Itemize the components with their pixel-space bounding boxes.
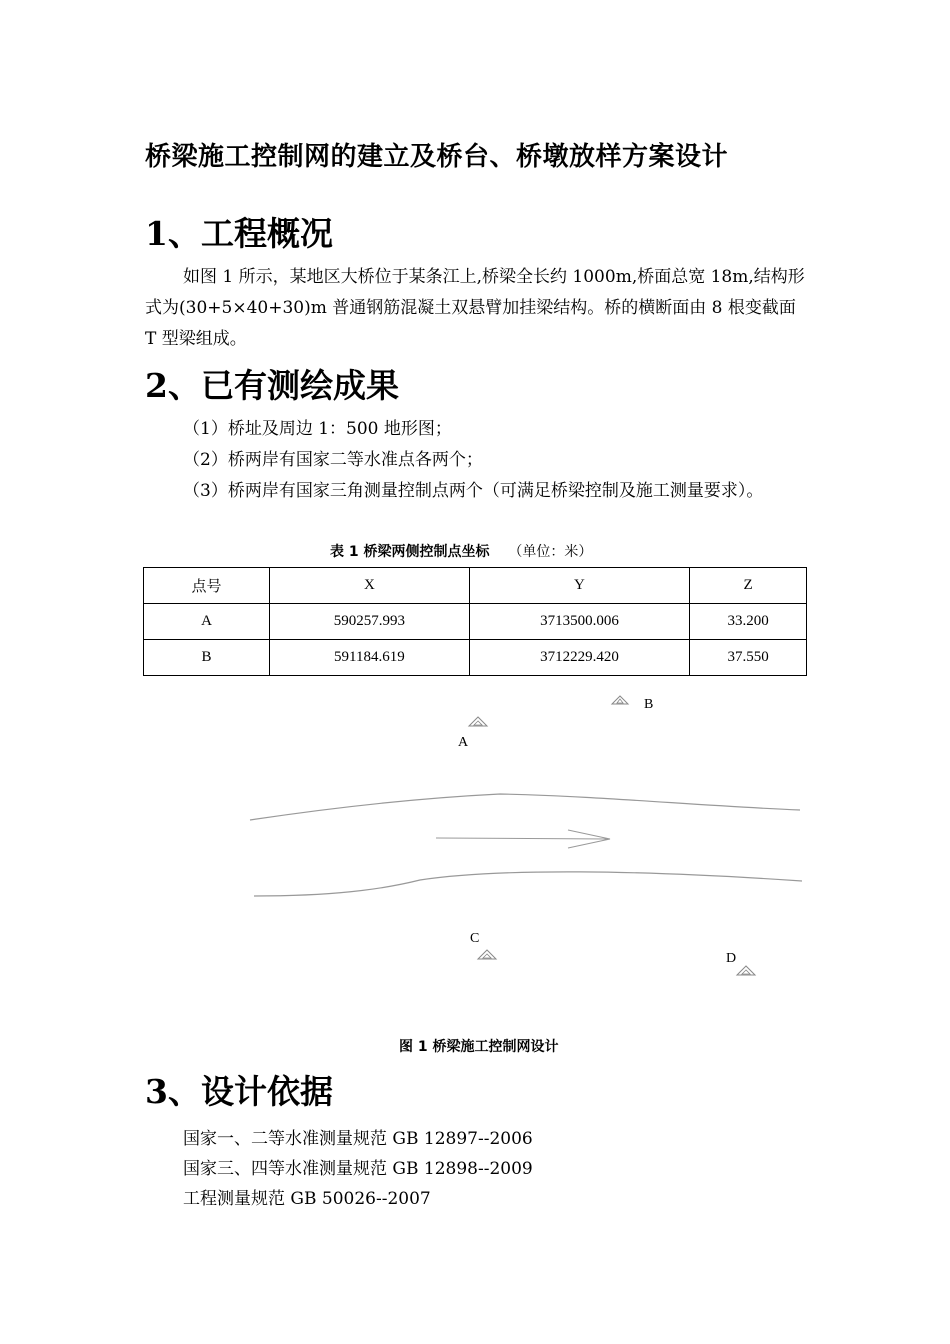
cell-point: B xyxy=(144,640,270,676)
control-point-d-icon xyxy=(737,966,755,975)
section-2-heading: 2、已有测绘成果 xyxy=(145,366,399,405)
control-point-a-icon xyxy=(469,717,487,726)
table-row xyxy=(144,640,807,676)
list-item: （1）桥址及周边 1：500 地形图； xyxy=(183,419,452,439)
point-label-c: C xyxy=(470,931,480,946)
table-caption-title: 表 1 桥梁两侧控制点坐标 xyxy=(330,544,490,560)
point-label-d: D xyxy=(726,951,737,966)
cell-point: A xyxy=(144,604,270,640)
project-overview-paragraph: 如图 1 所示，某地区大桥位于某条江上,桥梁全长约 1000m,桥面总宽 18m,结构形式为(30+5×40+30)m 普通钢筋混凝土双悬臂加挂梁结构。桥的横断面由 8 根变截面 T 型梁组成。 xyxy=(145,267,805,349)
list-item: （3）桥两岸有国家三角测量控制点两个（可满足桥梁控制及施工测量要求）。 xyxy=(183,481,764,501)
control-point-c-icon xyxy=(478,950,496,959)
point-label-b: B xyxy=(644,697,654,712)
cell-y: 3713500.006 xyxy=(469,604,689,640)
list-item: （2）桥两岸有国家二等水准点各两个； xyxy=(183,450,483,470)
table-row xyxy=(144,604,807,640)
standard-item: 工程测量规范 GB 50026--2007 xyxy=(183,1189,431,1209)
header-point: 点号 xyxy=(144,568,270,604)
flow-direction-arrow xyxy=(436,830,610,848)
table-caption-unit: （单位：米） xyxy=(508,544,593,560)
header-z: Z xyxy=(690,568,807,604)
header-x: X xyxy=(270,568,470,604)
section-3-heading: 3、设计依据 xyxy=(145,1072,333,1111)
bridge-control-network-diagram xyxy=(240,690,820,990)
standard-item: 国家三、四等水准测量规范 GB 12898--2009 xyxy=(183,1159,533,1179)
header-y: Y xyxy=(469,568,689,604)
figure-caption: 图 1 桥梁施工控制网设计 xyxy=(399,1039,559,1055)
river-bank-north xyxy=(250,794,800,820)
existing-results-list xyxy=(145,414,810,507)
table-header-row xyxy=(144,568,807,604)
section-1-heading: 1、工程概况 xyxy=(145,214,333,253)
cell-z: 37.550 xyxy=(690,640,807,676)
river-bank-south xyxy=(254,872,802,896)
table-caption xyxy=(330,541,592,561)
cell-y: 3712229.420 xyxy=(469,640,689,676)
point-label-a: A xyxy=(458,735,469,750)
cell-z: 33.200 xyxy=(690,604,807,640)
control-point-table xyxy=(143,567,807,676)
standard-item: 国家一、二等水准测量规范 GB 12897--2006 xyxy=(183,1129,533,1149)
control-point-b-icon xyxy=(612,696,628,704)
cell-x: 591184.619 xyxy=(270,640,470,676)
cell-x: 590257.993 xyxy=(270,604,470,640)
document-title: 桥梁施工控制网的建立及桥台、桥墩放样方案设计 xyxy=(145,142,729,172)
